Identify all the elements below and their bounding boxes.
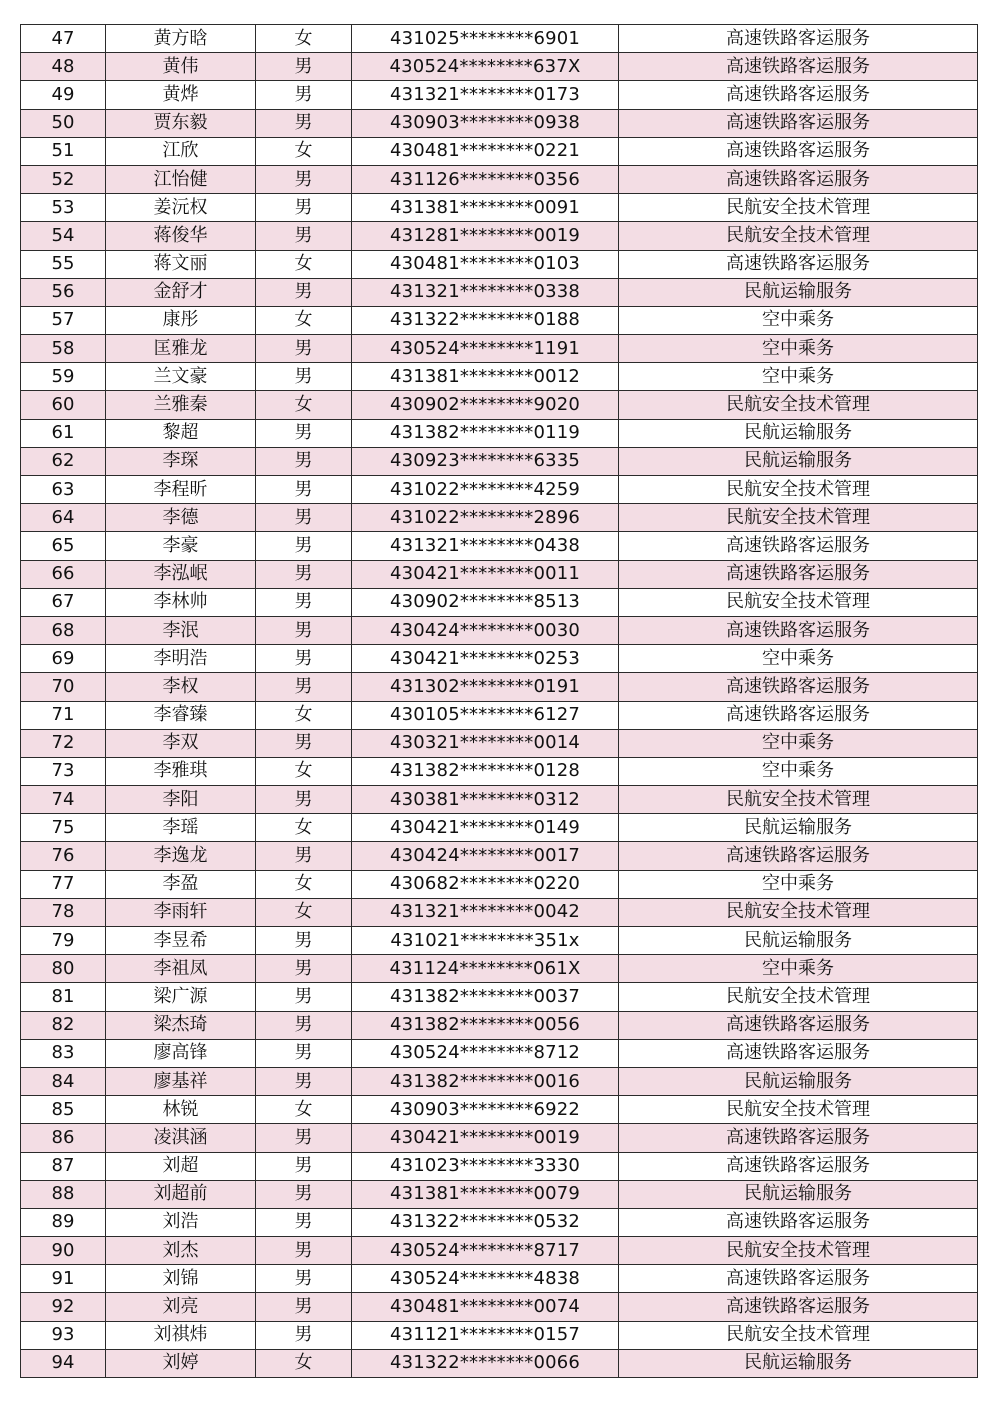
gender-cell: 女 (256, 814, 352, 842)
id-number-cell: 430524********1191 (352, 335, 619, 363)
id-number-cell: 430902********8513 (352, 588, 619, 616)
major-cell: 民航安全技术管理 (619, 1321, 978, 1349)
row-number-cell: 65 (21, 532, 106, 560)
major-cell: 空中乘务 (619, 645, 978, 673)
major-cell: 高速铁路客运服务 (619, 1011, 978, 1039)
row-number-cell: 53 (21, 194, 106, 222)
major-cell: 民航运输服务 (619, 1349, 978, 1377)
major-cell: 高速铁路客运服务 (619, 137, 978, 165)
id-number-cell: 430481********0221 (352, 137, 619, 165)
row-number-cell: 57 (21, 306, 106, 334)
table-row (21, 983, 978, 1011)
major-cell: 民航安全技术管理 (619, 786, 978, 814)
table-row (21, 560, 978, 588)
row-number-cell: 60 (21, 391, 106, 419)
gender-cell: 男 (256, 81, 352, 109)
id-number-cell: 431382********0119 (352, 419, 619, 447)
id-number-cell: 430524********637X (352, 53, 619, 81)
student-name-cell: 康彤 (106, 306, 256, 334)
major-cell: 民航安全技术管理 (619, 983, 978, 1011)
student-name-cell: 刘锦 (106, 1265, 256, 1293)
major-cell: 高速铁路客运服务 (619, 1208, 978, 1236)
table-row (21, 25, 978, 53)
gender-cell: 男 (256, 927, 352, 955)
student-name-cell: 江欣 (106, 137, 256, 165)
gender-cell: 男 (256, 1237, 352, 1265)
row-number-cell: 49 (21, 81, 106, 109)
major-cell: 高速铁路客运服务 (619, 1152, 978, 1180)
id-number-cell: 430105********6127 (352, 701, 619, 729)
student-name-cell: 李昱希 (106, 927, 256, 955)
gender-cell: 女 (256, 137, 352, 165)
id-number-cell: 431322********0066 (352, 1349, 619, 1377)
row-number-cell: 92 (21, 1293, 106, 1321)
gender-cell: 女 (256, 701, 352, 729)
gender-cell: 男 (256, 194, 352, 222)
row-number-cell: 50 (21, 109, 106, 137)
row-number-cell: 89 (21, 1208, 106, 1236)
row-number-cell: 68 (21, 616, 106, 644)
table-row (21, 729, 978, 757)
id-number-cell: 431281********0019 (352, 222, 619, 250)
row-number-cell: 70 (21, 673, 106, 701)
table-row (21, 616, 978, 644)
table-row (21, 673, 978, 701)
major-cell: 高速铁路客运服务 (619, 560, 978, 588)
gender-cell: 女 (256, 1096, 352, 1124)
major-cell: 高速铁路客运服务 (619, 1265, 978, 1293)
gender-cell: 女 (256, 250, 352, 278)
row-number-cell: 63 (21, 476, 106, 504)
major-cell: 高速铁路客运服务 (619, 1124, 978, 1152)
gender-cell: 男 (256, 53, 352, 81)
id-number-cell: 431321********0173 (352, 81, 619, 109)
gender-cell: 男 (256, 447, 352, 475)
row-number-cell: 80 (21, 955, 106, 983)
student-name-cell: 李雨轩 (106, 898, 256, 926)
gender-cell: 男 (256, 1208, 352, 1236)
id-number-cell: 430902********9020 (352, 391, 619, 419)
row-number-cell: 52 (21, 165, 106, 193)
student-name-cell: 李程昕 (106, 476, 256, 504)
row-number-cell: 48 (21, 53, 106, 81)
table-row (21, 165, 978, 193)
id-number-cell: 431023********3330 (352, 1152, 619, 1180)
student-name-cell: 姜沅权 (106, 194, 256, 222)
gender-cell: 男 (256, 1067, 352, 1095)
student-name-cell: 刘亮 (106, 1293, 256, 1321)
table-row (21, 419, 978, 447)
id-number-cell: 430903********0938 (352, 109, 619, 137)
table-row (21, 898, 978, 926)
student-name-cell: 李瑶 (106, 814, 256, 842)
gender-cell: 男 (256, 165, 352, 193)
student-name-cell: 刘超前 (106, 1180, 256, 1208)
id-number-cell: 430524********8717 (352, 1237, 619, 1265)
gender-cell: 男 (256, 1152, 352, 1180)
major-cell: 高速铁路客运服务 (619, 81, 978, 109)
gender-cell: 男 (256, 1124, 352, 1152)
gender-cell: 男 (256, 673, 352, 701)
id-number-cell: 431021********351x (352, 927, 619, 955)
table-row (21, 588, 978, 616)
gender-cell: 男 (256, 1265, 352, 1293)
row-number-cell: 77 (21, 870, 106, 898)
id-number-cell: 431321********0338 (352, 278, 619, 306)
row-number-cell: 74 (21, 786, 106, 814)
row-number-cell: 94 (21, 1349, 106, 1377)
row-number-cell: 84 (21, 1067, 106, 1095)
major-cell: 空中乘务 (619, 306, 978, 334)
table-row (21, 842, 978, 870)
table-row (21, 645, 978, 673)
student-name-cell: 金舒才 (106, 278, 256, 306)
gender-cell: 男 (256, 419, 352, 447)
student-name-cell: 匡雅龙 (106, 335, 256, 363)
gender-cell: 男 (256, 222, 352, 250)
row-number-cell: 58 (21, 335, 106, 363)
id-number-cell: 431381********0079 (352, 1180, 619, 1208)
id-number-cell: 431382********0056 (352, 1011, 619, 1039)
major-cell: 民航运输服务 (619, 927, 978, 955)
major-cell: 民航安全技术管理 (619, 588, 978, 616)
student-name-cell: 黄方晗 (106, 25, 256, 53)
gender-cell: 女 (256, 898, 352, 926)
table-row (21, 81, 978, 109)
gender-cell: 男 (256, 645, 352, 673)
table-row (21, 757, 978, 785)
major-cell: 民航安全技术管理 (619, 1096, 978, 1124)
student-name-cell: 黎超 (106, 419, 256, 447)
id-number-cell: 430923********6335 (352, 447, 619, 475)
id-number-cell: 431382********0037 (352, 983, 619, 1011)
student-name-cell: 李睿臻 (106, 701, 256, 729)
id-number-cell: 431025********6901 (352, 25, 619, 53)
id-number-cell: 431382********0016 (352, 1067, 619, 1095)
student-name-cell: 兰雅秦 (106, 391, 256, 419)
id-number-cell: 431321********0438 (352, 532, 619, 560)
gender-cell: 男 (256, 476, 352, 504)
row-number-cell: 64 (21, 504, 106, 532)
major-cell: 空中乘务 (619, 870, 978, 898)
row-number-cell: 55 (21, 250, 106, 278)
major-cell: 高速铁路客运服务 (619, 842, 978, 870)
major-cell: 民航安全技术管理 (619, 1237, 978, 1265)
table-row (21, 701, 978, 729)
student-name-cell: 李逸龙 (106, 842, 256, 870)
gender-cell: 男 (256, 1293, 352, 1321)
major-cell: 民航安全技术管理 (619, 391, 978, 419)
student-name-cell: 刘浩 (106, 1208, 256, 1236)
id-number-cell: 430481********0103 (352, 250, 619, 278)
major-cell: 高速铁路客运服务 (619, 53, 978, 81)
major-cell: 高速铁路客运服务 (619, 165, 978, 193)
id-number-cell: 430682********0220 (352, 870, 619, 898)
row-number-cell: 72 (21, 729, 106, 757)
row-number-cell: 62 (21, 447, 106, 475)
row-number-cell: 71 (21, 701, 106, 729)
student-name-cell: 兰文豪 (106, 363, 256, 391)
gender-cell: 男 (256, 786, 352, 814)
roster-sheet (20, 24, 977, 1378)
row-number-cell: 61 (21, 419, 106, 447)
gender-cell: 男 (256, 1039, 352, 1067)
id-number-cell: 431124********061X (352, 955, 619, 983)
major-cell: 民航运输服务 (619, 1180, 978, 1208)
major-cell: 空中乘务 (619, 729, 978, 757)
row-number-cell: 73 (21, 757, 106, 785)
student-name-cell: 梁杰琦 (106, 1011, 256, 1039)
id-number-cell: 431322********0188 (352, 306, 619, 334)
student-name-cell: 刘杰 (106, 1237, 256, 1265)
gender-cell: 男 (256, 504, 352, 532)
table-row (21, 1180, 978, 1208)
student-name-cell: 李盈 (106, 870, 256, 898)
row-number-cell: 82 (21, 1011, 106, 1039)
gender-cell: 男 (256, 842, 352, 870)
id-number-cell: 430421********0019 (352, 1124, 619, 1152)
gender-cell: 男 (256, 1180, 352, 1208)
row-number-cell: 54 (21, 222, 106, 250)
id-number-cell: 430421********0149 (352, 814, 619, 842)
gender-cell: 女 (256, 870, 352, 898)
table-row (21, 306, 978, 334)
major-cell: 高速铁路客运服务 (619, 1039, 978, 1067)
table-row (21, 1124, 978, 1152)
id-number-cell: 430481********0074 (352, 1293, 619, 1321)
gender-cell: 男 (256, 363, 352, 391)
gender-cell: 女 (256, 25, 352, 53)
gender-cell: 男 (256, 729, 352, 757)
id-number-cell: 430381********0312 (352, 786, 619, 814)
student-name-cell: 廖基祥 (106, 1067, 256, 1095)
major-cell: 民航运输服务 (619, 278, 978, 306)
table-row (21, 391, 978, 419)
major-cell: 空中乘务 (619, 335, 978, 363)
student-name-cell: 刘超 (106, 1152, 256, 1180)
major-cell: 民航安全技术管理 (619, 504, 978, 532)
table-row (21, 278, 978, 306)
major-cell: 高速铁路客运服务 (619, 616, 978, 644)
row-number-cell: 87 (21, 1152, 106, 1180)
row-number-cell: 83 (21, 1039, 106, 1067)
id-number-cell: 430421********0253 (352, 645, 619, 673)
student-roster-table (20, 24, 978, 1378)
table-row (21, 870, 978, 898)
row-number-cell: 93 (21, 1321, 106, 1349)
major-cell: 高速铁路客运服务 (619, 109, 978, 137)
id-number-cell: 430903********6922 (352, 1096, 619, 1124)
table-row (21, 1293, 978, 1321)
row-number-cell: 59 (21, 363, 106, 391)
row-number-cell: 85 (21, 1096, 106, 1124)
gender-cell: 男 (256, 1011, 352, 1039)
student-name-cell: 李德 (106, 504, 256, 532)
major-cell: 高速铁路客运服务 (619, 1293, 978, 1321)
row-number-cell: 88 (21, 1180, 106, 1208)
student-name-cell: 李阳 (106, 786, 256, 814)
major-cell: 高速铁路客运服务 (619, 673, 978, 701)
gender-cell: 男 (256, 616, 352, 644)
student-name-cell: 李双 (106, 729, 256, 757)
gender-cell: 女 (256, 757, 352, 785)
table-row (21, 137, 978, 165)
gender-cell: 女 (256, 391, 352, 419)
table-row (21, 1237, 978, 1265)
table-row (21, 1321, 978, 1349)
row-number-cell: 67 (21, 588, 106, 616)
student-name-cell: 凌淇涵 (106, 1124, 256, 1152)
table-row (21, 1067, 978, 1095)
table-row (21, 955, 978, 983)
student-name-cell: 李权 (106, 673, 256, 701)
row-number-cell: 91 (21, 1265, 106, 1293)
student-name-cell: 刘祺炜 (106, 1321, 256, 1349)
row-number-cell: 79 (21, 927, 106, 955)
table-row (21, 1152, 978, 1180)
student-name-cell: 黄烨 (106, 81, 256, 109)
table-row (21, 1208, 978, 1236)
major-cell: 民航运输服务 (619, 447, 978, 475)
roster-body (21, 25, 978, 1378)
id-number-cell: 430424********0017 (352, 842, 619, 870)
table-row (21, 109, 978, 137)
table-row (21, 504, 978, 532)
id-number-cell: 431022********4259 (352, 476, 619, 504)
major-cell: 高速铁路客运服务 (619, 25, 978, 53)
table-row (21, 1349, 978, 1377)
student-name-cell: 蒋俊华 (106, 222, 256, 250)
id-number-cell: 431382********0128 (352, 757, 619, 785)
gender-cell: 男 (256, 532, 352, 560)
id-number-cell: 430321********0014 (352, 729, 619, 757)
row-number-cell: 86 (21, 1124, 106, 1152)
gender-cell: 男 (256, 278, 352, 306)
gender-cell: 男 (256, 983, 352, 1011)
student-name-cell: 李豪 (106, 532, 256, 560)
major-cell: 民航安全技术管理 (619, 898, 978, 926)
row-number-cell: 78 (21, 898, 106, 926)
major-cell: 民航运输服务 (619, 814, 978, 842)
row-number-cell: 69 (21, 645, 106, 673)
gender-cell: 男 (256, 560, 352, 588)
student-name-cell: 贾东毅 (106, 109, 256, 137)
major-cell: 空中乘务 (619, 363, 978, 391)
row-number-cell: 90 (21, 1237, 106, 1265)
table-row (21, 786, 978, 814)
id-number-cell: 431022********2896 (352, 504, 619, 532)
row-number-cell: 47 (21, 25, 106, 53)
row-number-cell: 81 (21, 983, 106, 1011)
table-row (21, 363, 978, 391)
table-row (21, 927, 978, 955)
row-number-cell: 51 (21, 137, 106, 165)
gender-cell: 男 (256, 588, 352, 616)
major-cell: 民航安全技术管理 (619, 222, 978, 250)
student-name-cell: 廖高锋 (106, 1039, 256, 1067)
student-name-cell: 李雅琪 (106, 757, 256, 785)
table-row (21, 447, 978, 475)
major-cell: 民航安全技术管理 (619, 194, 978, 222)
student-name-cell: 梁广源 (106, 983, 256, 1011)
major-cell: 空中乘务 (619, 757, 978, 785)
id-number-cell: 431381********0012 (352, 363, 619, 391)
student-name-cell: 李泓岷 (106, 560, 256, 588)
major-cell: 民航运输服务 (619, 1067, 978, 1095)
id-number-cell: 431321********0042 (352, 898, 619, 926)
gender-cell: 女 (256, 306, 352, 334)
student-name-cell: 蒋文丽 (106, 250, 256, 278)
student-name-cell: 李泯 (106, 616, 256, 644)
id-number-cell: 431126********0356 (352, 165, 619, 193)
table-row (21, 53, 978, 81)
table-row (21, 476, 978, 504)
gender-cell: 男 (256, 955, 352, 983)
table-row (21, 1096, 978, 1124)
table-row (21, 250, 978, 278)
gender-cell: 男 (256, 335, 352, 363)
id-number-cell: 430524********4838 (352, 1265, 619, 1293)
student-name-cell: 李明浩 (106, 645, 256, 673)
major-cell: 高速铁路客运服务 (619, 532, 978, 560)
id-number-cell: 431302********0191 (352, 673, 619, 701)
id-number-cell: 431322********0532 (352, 1208, 619, 1236)
student-name-cell: 江怡健 (106, 165, 256, 193)
gender-cell: 男 (256, 109, 352, 137)
gender-cell: 女 (256, 1349, 352, 1377)
row-number-cell: 66 (21, 560, 106, 588)
table-row (21, 814, 978, 842)
id-number-cell: 430524********8712 (352, 1039, 619, 1067)
student-name-cell: 黄伟 (106, 53, 256, 81)
table-row (21, 532, 978, 560)
student-name-cell: 李琛 (106, 447, 256, 475)
row-number-cell: 56 (21, 278, 106, 306)
major-cell: 高速铁路客运服务 (619, 701, 978, 729)
id-number-cell: 430421********0011 (352, 560, 619, 588)
student-name-cell: 李祖凤 (106, 955, 256, 983)
major-cell: 民航运输服务 (619, 419, 978, 447)
gender-cell: 男 (256, 1321, 352, 1349)
id-number-cell: 431121********0157 (352, 1321, 619, 1349)
major-cell: 民航安全技术管理 (619, 476, 978, 504)
row-number-cell: 75 (21, 814, 106, 842)
id-number-cell: 430424********0030 (352, 616, 619, 644)
major-cell: 空中乘务 (619, 955, 978, 983)
student-name-cell: 刘婷 (106, 1349, 256, 1377)
student-name-cell: 林锐 (106, 1096, 256, 1124)
table-row (21, 335, 978, 363)
table-row (21, 1039, 978, 1067)
major-cell: 高速铁路客运服务 (619, 250, 978, 278)
table-row (21, 1011, 978, 1039)
table-row (21, 1265, 978, 1293)
table-row (21, 222, 978, 250)
id-number-cell: 431381********0091 (352, 194, 619, 222)
student-name-cell: 李林帅 (106, 588, 256, 616)
row-number-cell: 76 (21, 842, 106, 870)
table-row (21, 194, 978, 222)
